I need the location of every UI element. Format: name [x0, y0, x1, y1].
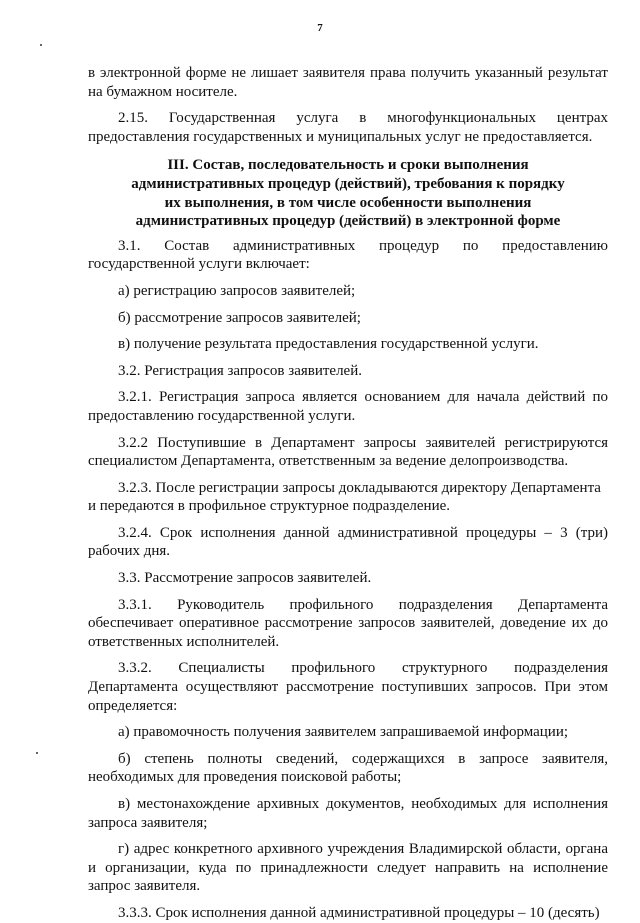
paragraph-2-15: 2.15. Государственная услуга в многофункциональных центрах предоставления государственных и муниципальных услуг не предоставляется. — [88, 110, 608, 145]
definition-item-b: б) степень полноты сведений, содержащихся в запросе заявителя, необходимых для проведения поисковой работы; — [88, 750, 608, 786]
paragraph-3-3: 3.3. Рассмотрение запросов заявителей. — [118, 570, 372, 587]
section-heading-line: административных процедур (действий), требования к порядку — [131, 175, 565, 192]
page-number: 7 — [317, 22, 323, 34]
definition-item-v: в) местонахождение архивных документов, необходимых для исполнения запроса заявителя; — [88, 796, 608, 831]
list-item-b: б) рассмотрение запросов заявителей; — [118, 309, 361, 326]
paragraph-3-1: 3.1. Состав административных процедур по предоставлению государственной услуги включает: — [88, 237, 608, 273]
scan-speck — [36, 752, 38, 754]
paragraph-3-3-1: 3.3.1. Руководитель профильного подразделения Департамента обеспечивает оперативное рассмотрение запросов заявителей, доведение их до ответственных исполнителей. — [88, 596, 608, 650]
paragraph-3-2-3-continued: и передаются в профильное структурное подразделение. — [88, 498, 451, 515]
paragraph-3-2: 3.2. Регистрация запросов заявителей. — [118, 362, 362, 379]
section-heading-line: III. Состав, последовательность и сроки выполнения — [167, 157, 529, 174]
list-item-v: в) получение результата предоставления государственной услуги. — [118, 336, 539, 353]
paragraph-3-3-2: 3.3.2. Специалисты профильного структурного подразделения Департамента осуществляют рассмотрение поступивших запросов. При этом определяется: — [88, 660, 608, 714]
section-heading-line: их выполнения, в том числе особенности выполнения — [164, 194, 532, 211]
definition-item-g: г) адрес конкретного архивного учреждения Владимирской области, органа и организации, куда по принадлежности следует направить на исполнение запрос заявителя. — [88, 841, 608, 895]
section-heading — [88, 156, 608, 230]
list-item-a: а) регистрацию запросов заявителей; — [118, 282, 356, 299]
continued-paragraph: в электронной форме не лишает заявителя права получить указанный результат на бумажном носителе. — [88, 65, 608, 100]
paragraph-3-2-3: 3.2.3. После регистрации запросы докладываются директору Департамента — [118, 479, 601, 496]
paragraph-3-2-4: 3.2.4. Срок исполнения данной административной процедуры – 3 (три) рабочих дня. — [88, 524, 608, 560]
document-body — [88, 64, 608, 923]
scan-speck — [40, 44, 42, 46]
section-heading-line: административных процедур (действий) в электронной форме — [135, 213, 561, 230]
paragraph-3-2-2: 3.2.2 Поступившие в Департамент запросы заявителей регистрируются специалистом Департамента, ответственным за ведение делопроизводства. — [88, 434, 608, 470]
paragraph-3-2-1: 3.2.1. Регистрация запроса является основанием для начала действий по предоставлению государственной услуги. — [88, 389, 608, 424]
definition-item-a: а) правомочность получения заявителем запрашиваемой информации; — [118, 724, 569, 741]
paragraph-3-3-3: 3.3.3. Срок исполнения данной административной процедуры – 10 (десять) — [118, 904, 600, 921]
